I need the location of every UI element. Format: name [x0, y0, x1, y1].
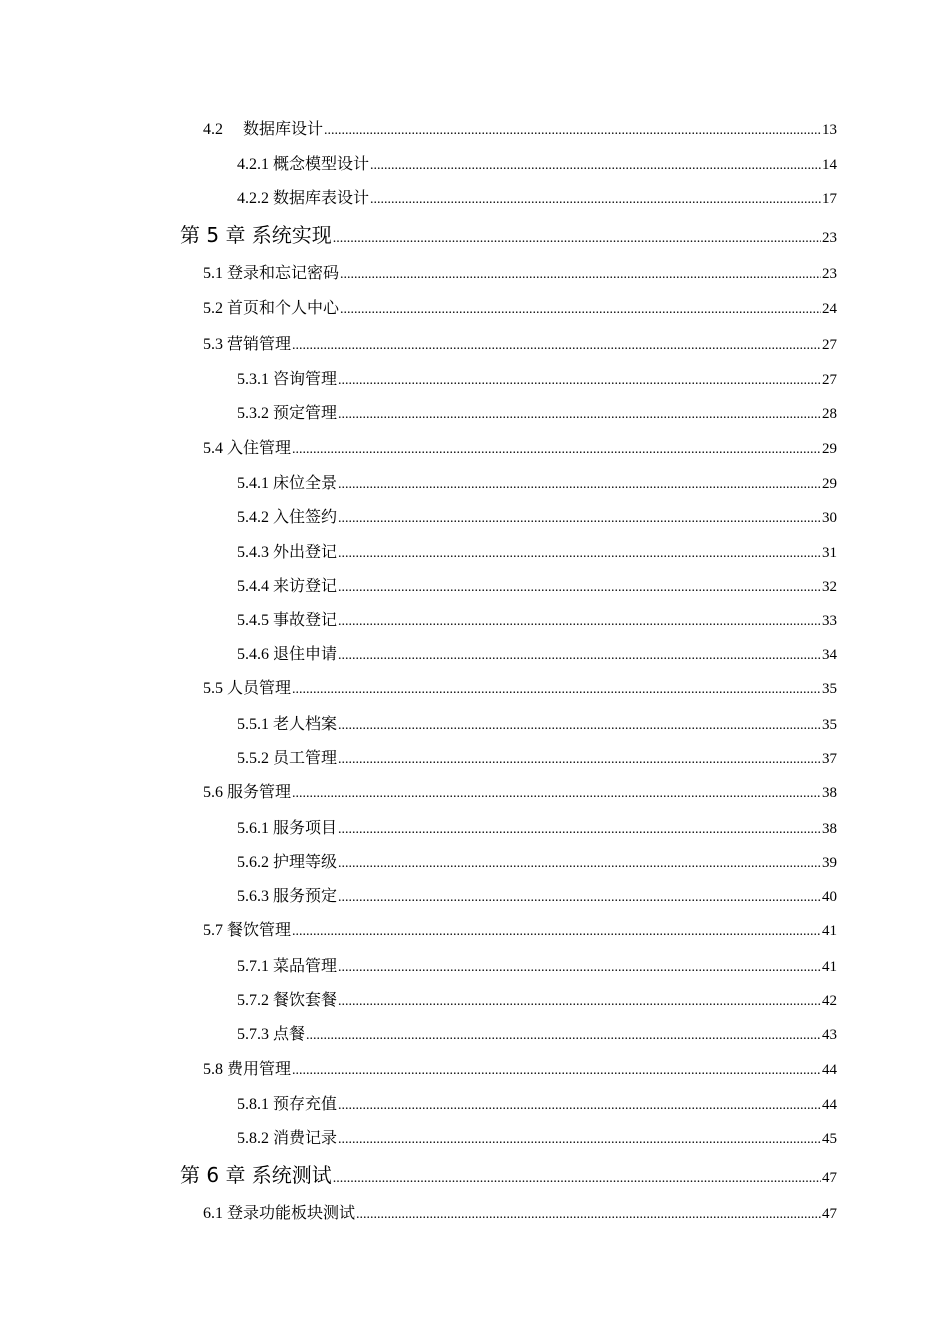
- toc-entry-page: 23: [822, 266, 837, 282]
- dot-leader: [292, 442, 821, 458]
- toc-entry-page: 47: [822, 1206, 837, 1222]
- toc-entry-page: 39: [822, 855, 837, 871]
- dot-leader: [338, 614, 821, 630]
- toc-entry-title: 6.1 登录功能板块测试: [203, 1205, 356, 1222]
- toc-entry-5-6-2[interactable]: [237, 849, 837, 872]
- toc-entry-5-3[interactable]: [203, 331, 837, 354]
- toc-entry-5-7-1[interactable]: [237, 953, 837, 976]
- toc-entry-title: 5.4 入住管理: [203, 440, 292, 457]
- toc-entry-title: 5.2 首页和个人中心: [203, 300, 340, 317]
- dot-leader: [338, 890, 821, 906]
- toc-entry-page: 38: [822, 785, 837, 801]
- dot-leader: [338, 546, 821, 562]
- toc-entry-5-7-2[interactable]: [237, 987, 837, 1010]
- toc-entry-page: 35: [822, 717, 837, 733]
- toc-entry-title: 4.2 数据库设计: [203, 121, 324, 138]
- dot-leader: [338, 1132, 821, 1148]
- toc-entry-6-1[interactable]: [203, 1200, 837, 1223]
- toc-entry-title: 4.2.1 概念模型设计: [237, 156, 370, 173]
- toc-entry-5-3-1[interactable]: [237, 366, 837, 389]
- dot-leader: [338, 856, 821, 872]
- toc-entry-page: 42: [822, 993, 837, 1009]
- toc-entry-5-6-1[interactable]: [237, 815, 837, 838]
- toc-entry-page: 37: [822, 751, 837, 767]
- toc-entry-title: 5.6 服务管理: [203, 784, 292, 801]
- dot-leader: [356, 1207, 821, 1223]
- toc-entry-title: 第 6 章 系统测试: [180, 1163, 332, 1187]
- dot-leader: [292, 682, 821, 698]
- toc-entry-title: 5.1 登录和忘记密码: [203, 265, 340, 282]
- toc-entry-title: 5.4.5 事故登记: [237, 612, 338, 629]
- toc-entry-page: 45: [822, 1131, 837, 1147]
- toc-entry-4-2-2[interactable]: [237, 185, 837, 208]
- dot-leader: [370, 192, 821, 208]
- toc-entry-title: 5.5.1 老人档案: [237, 716, 338, 733]
- toc-entry-title: 5.7.3 点餐: [237, 1026, 306, 1043]
- toc-entry-5-7-3[interactable]: [237, 1021, 837, 1044]
- toc-entry-4-2-1[interactable]: [237, 151, 837, 174]
- toc-entry-5-5[interactable]: [203, 675, 837, 698]
- toc-entry-page: 34: [822, 647, 837, 663]
- dot-leader: [338, 511, 821, 527]
- toc-entry-5-7[interactable]: [203, 917, 837, 940]
- toc-entry-page: 41: [822, 923, 837, 939]
- toc-entry-5-6[interactable]: [203, 779, 837, 802]
- dot-leader: [338, 407, 821, 423]
- dot-leader: [333, 1171, 821, 1187]
- toc-entry-title: 5.3.2 预定管理: [237, 405, 338, 422]
- toc-entry-chapter-6[interactable]: [180, 1159, 837, 1188]
- dot-leader: [292, 338, 821, 354]
- toc-entry-4-2[interactable]: [203, 116, 837, 139]
- toc-entry-title: 5.3.1 咨询管理: [237, 371, 338, 388]
- toc-entry-page: 32: [822, 579, 837, 595]
- dot-leader: [338, 580, 821, 596]
- toc-entry-page: 47: [822, 1170, 837, 1186]
- toc-entry-5-8-2[interactable]: [237, 1125, 837, 1148]
- toc-entry-5-2[interactable]: [203, 295, 837, 318]
- toc-entry-page: 43: [822, 1027, 837, 1043]
- toc-entry-title: 5.8.1 预存充值: [237, 1096, 338, 1113]
- toc-entry-title: 5.8 费用管理: [203, 1061, 292, 1078]
- toc-entry-page: 28: [822, 406, 837, 422]
- toc-entry-page: 30: [822, 510, 837, 526]
- toc-entry-page: 44: [822, 1062, 837, 1078]
- toc-entry-page: 27: [822, 337, 837, 353]
- toc-entry-5-4-1[interactable]: [237, 470, 837, 493]
- toc-entry-title: 第 5 章 系统实现: [180, 223, 332, 247]
- dot-leader: [338, 477, 821, 493]
- toc-entry-title: 5.5 人员管理: [203, 680, 292, 697]
- dot-leader: [338, 718, 821, 734]
- toc-entry-page: 31: [822, 545, 837, 561]
- toc-entry-page: 29: [822, 441, 837, 457]
- toc-entry-page: 27: [822, 372, 837, 388]
- toc-entry-chapter-5[interactable]: [180, 219, 837, 248]
- dot-leader: [338, 752, 821, 768]
- toc-entry-title: 5.7.2 餐饮套餐: [237, 992, 338, 1009]
- toc-entry-5-8-1[interactable]: [237, 1091, 837, 1114]
- toc-entry-5-4-3[interactable]: [237, 539, 837, 562]
- toc-entry-page: 33: [822, 613, 837, 629]
- toc-entry-page: 13: [822, 122, 837, 138]
- toc-entry-title: 5.5.2 员工管理: [237, 750, 338, 767]
- dot-leader: [338, 960, 821, 976]
- toc-entry-5-6-3[interactable]: [237, 883, 837, 906]
- toc-entry-5-8[interactable]: [203, 1056, 837, 1079]
- toc-entry-page: 14: [822, 157, 837, 173]
- toc-entry-5-4-2[interactable]: [237, 504, 837, 527]
- dot-leader: [324, 123, 821, 139]
- toc-entry-title: 5.7 餐饮管理: [203, 922, 292, 939]
- dot-leader: [340, 267, 821, 283]
- toc-entry-title: 5.4.3 外出登记: [237, 544, 338, 561]
- dot-leader: [338, 1098, 821, 1114]
- toc-entry-title: 5.3 营销管理: [203, 336, 292, 353]
- toc-entry-page: 29: [822, 476, 837, 492]
- dot-leader: [338, 994, 821, 1010]
- dot-leader: [292, 1063, 821, 1079]
- toc-entry-5-5-1[interactable]: [237, 711, 837, 734]
- toc-entry-page: 24: [822, 301, 837, 317]
- toc-entry-5-4[interactable]: [203, 435, 837, 458]
- dot-leader: [292, 786, 821, 802]
- toc-entry-title: 5.4.4 来访登记: [237, 578, 338, 595]
- dot-leader: [338, 648, 821, 664]
- toc-entry-title: 5.4.1 床位全景: [237, 475, 338, 492]
- toc-entry-title: 5.8.2 消费记录: [237, 1130, 338, 1147]
- dot-leader: [338, 822, 821, 838]
- toc-entry-title: 5.6.3 服务预定: [237, 888, 338, 905]
- toc-entry-page: 40: [822, 889, 837, 905]
- toc-entry-page: 35: [822, 681, 837, 697]
- toc-entry-5-4-5[interactable]: [237, 607, 837, 630]
- toc-entry-title: 5.6.1 服务项目: [237, 820, 338, 837]
- toc-entry-5-5-2[interactable]: [237, 745, 837, 768]
- toc-entry-title: 4.2.2 数据库表设计: [237, 190, 370, 207]
- toc-entry-page: 38: [822, 821, 837, 837]
- dot-leader: [333, 231, 821, 247]
- toc-entry-5-4-4[interactable]: [237, 573, 837, 596]
- dot-leader: [338, 373, 821, 389]
- toc-entry-title: 5.6.2 护理等级: [237, 854, 338, 871]
- dot-leader: [370, 158, 821, 174]
- toc-entry-5-3-2[interactable]: [237, 400, 837, 423]
- toc-entry-5-1[interactable]: [203, 260, 837, 283]
- dot-leader: [306, 1028, 821, 1044]
- toc-entry-title: 5.4.2 入住签约: [237, 509, 338, 526]
- dot-leader: [340, 302, 821, 318]
- toc-entry-5-4-6[interactable]: [237, 641, 837, 664]
- toc-entry-page: 23: [822, 230, 837, 246]
- toc-entry-page: 17: [822, 191, 837, 207]
- toc-entry-page: 44: [822, 1097, 837, 1113]
- toc-entry-page: 41: [822, 959, 837, 975]
- dot-leader: [292, 924, 821, 940]
- toc-entry-title: 5.7.1 菜品管理: [237, 958, 338, 975]
- toc-entry-title: 5.4.6 退住申请: [237, 646, 338, 663]
